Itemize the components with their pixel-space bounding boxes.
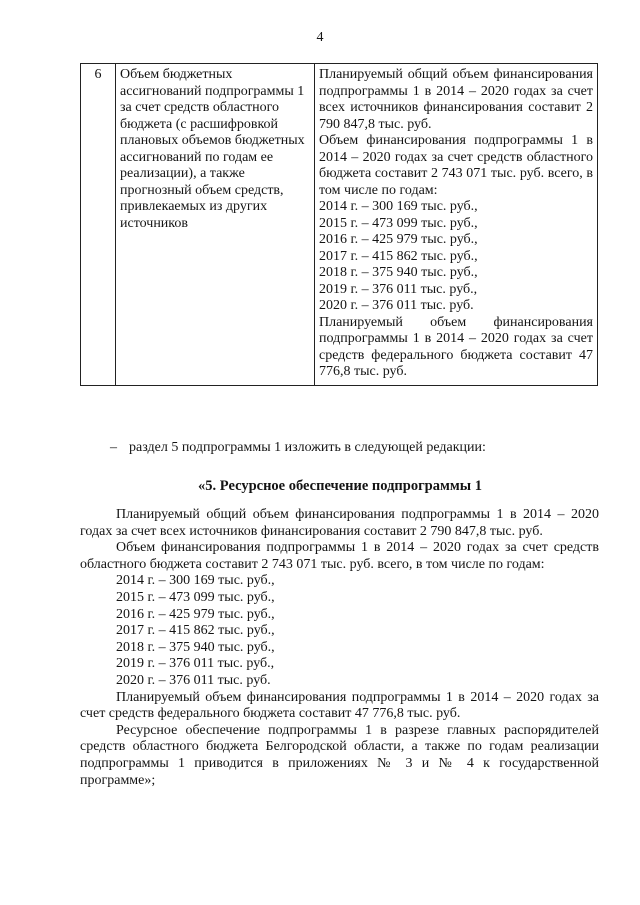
year-line: 2018 г. – 375 940 тыс. руб., [319,265,478,280]
year-list [116,573,599,689]
list-dash: – [110,440,117,455]
total-financing-text: Планируемый общий объем финансирования подпрограммы 1 в 2014 – 2020 годах за счет всех источников финансирования составит 2 790 847,8 тыс. руб. [319,67,593,132]
year-line: 2017 г. – 415 862 тыс. руб., [116,623,275,639]
year-line: 2016 г. – 425 979 тыс. руб., [319,232,478,247]
page-number: 4 [316,30,324,45]
federal-financing-text: Планируемый объем финансирования подпрограммы 1 в 2014 – 2020 годах за счет средств федерального бюджета составит 47 776,8 тыс. руб. [319,314,593,379]
year-line: 2015 г. – 473 099 тыс. руб., [116,589,275,605]
paragraph-total-financing: Планируемый общий объем финансирования подпрограммы 1 в 2014 – 2020 годах за счет всех источников финансирования составит 2 790 847,8 тыс. руб. [80,507,599,539]
year-line: 2019 г. – 376 011 тыс. руб., [116,656,275,672]
year-line: 2016 г. – 425 979 тыс. руб., [116,606,275,622]
year-line: 2014 г. – 300 169 тыс. руб., [116,573,275,589]
row-value-cell [315,64,598,386]
row-label-cell: Объем бюджетных ассигнований подпрограммы 1 за счет средств областного бюджета (с расшифровкой плановых объемов бюджетных ассигнований по годам ее реализации), а также прогнозный объем средств, привлекаемых из других источников [116,64,315,386]
section-body [80,507,599,789]
paragraph-regional-financing: Объем финансирования подпрограммы 1 в 2014 – 2020 годах за счет средств областного бюджета составит 2 743 071 тыс. руб. всего, в том числе по годам: [80,540,599,572]
amendment-instruction [110,440,610,456]
passport-table [80,63,598,386]
year-line: 2020 г. – 376 011 тыс. руб. [116,672,271,688]
paragraph-federal-financing: Планируемый объем финансирования подпрограммы 1 в 2014 – 2020 годах за счет средств федерального бюджета составит 47 776,8 тыс. руб. [80,689,599,722]
year-line: 2020 г. – 376 011 тыс. руб. [319,298,474,313]
year-line: 2017 г. – 415 862 тыс. руб., [319,248,478,264]
regional-financing-text: Объем финансирования подпрограммы 1 в 2014 – 2020 годах за счет средств областного бюджета составит 2 743 071 тыс. руб. всего, в том числе по годам: [319,133,593,198]
year-line: 2015 г. – 473 099 тыс. руб., [319,215,478,231]
year-line: 2018 г. – 375 940 тыс. руб., [116,639,275,655]
instruction-text: раздел 5 подпрограммы 1 изложить в следующей редакции: [129,440,486,455]
table-row [81,64,598,386]
row-number-cell: 6 [81,64,116,386]
paragraph-resources: Ресурсное обеспечение подпрограммы 1 в разрезе главных распорядителей средств областного бюджета Белгородской области, а также по годам реализации подпрограммы 1 приводится в приложениях № 3 и № 4 к государственной программе»; [80,722,599,788]
year-line: 2014 г. – 300 169 тыс. руб., [319,199,478,214]
section-heading: «5. Ресурсное обеспечение подпрограммы 1 [198,478,482,494]
year-line: 2019 г. – 376 011 тыс. руб., [319,281,478,297]
